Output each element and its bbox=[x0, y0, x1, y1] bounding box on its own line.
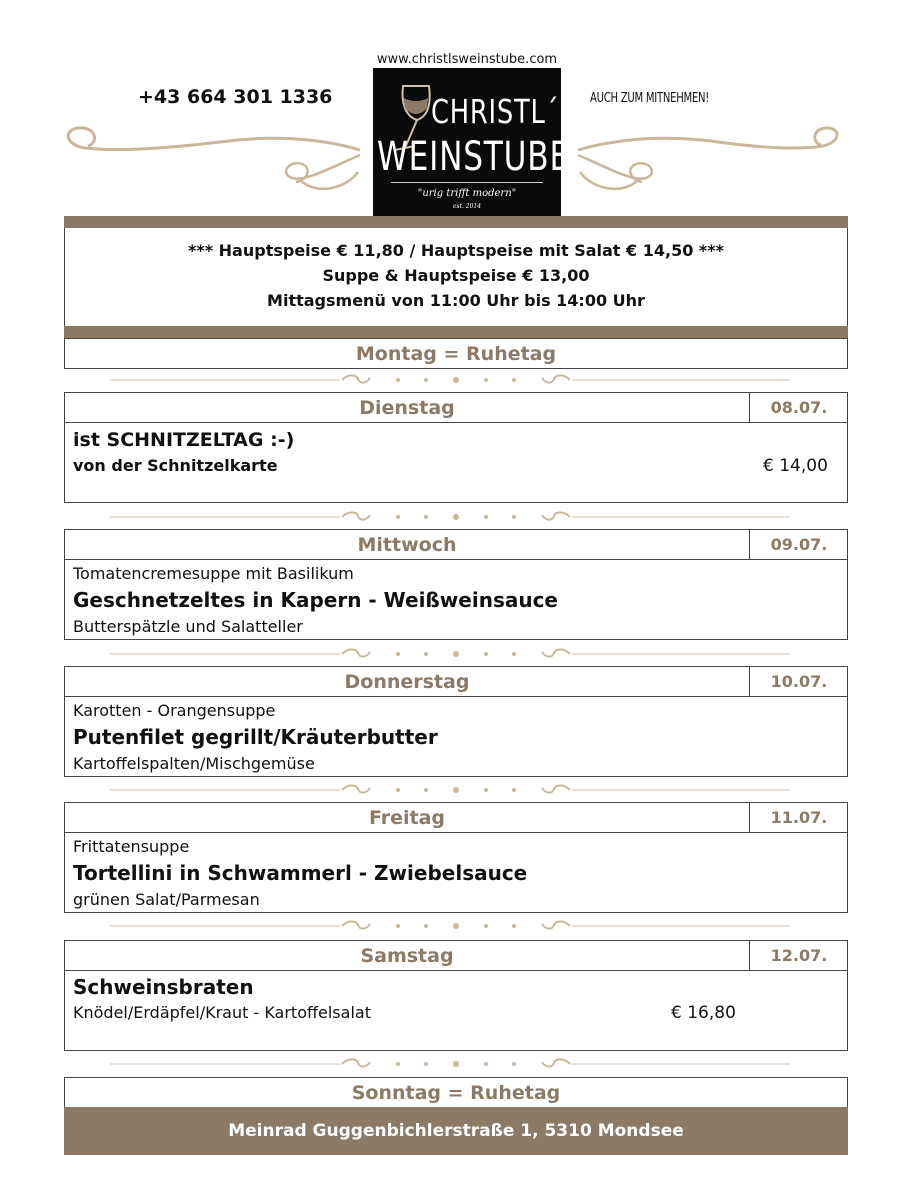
day-name: Mittwoch bbox=[357, 534, 457, 556]
day-card-saturday bbox=[64, 940, 848, 1051]
logo-est: est. 2014 bbox=[452, 203, 482, 210]
day-header bbox=[65, 803, 847, 833]
divider-ornament-icon bbox=[90, 509, 810, 525]
info-line3: Mittagsmenü von 11:00 Uhr bis 14:00 Uhr bbox=[267, 291, 645, 310]
info-line1: *** Hauptspeise € 11,80 / Hauptspeise mit Salat € 14,50 *** bbox=[187, 241, 725, 260]
side-dish: von der Schnitzelkarte bbox=[73, 456, 278, 475]
monday-row bbox=[64, 338, 848, 369]
day-card-friday bbox=[64, 802, 848, 913]
address-footer bbox=[64, 1107, 848, 1155]
info-bottom-bar bbox=[64, 326, 848, 338]
main-dish: Schweinsbraten bbox=[73, 975, 254, 999]
day-date: 08.07. bbox=[749, 393, 848, 423]
day-name: Donnerstag bbox=[344, 671, 470, 693]
main-dish: Geschnetzeltes in Kapern - Weißweinsauce bbox=[73, 588, 558, 612]
sunday-label: Sonntag = Ruhetag bbox=[351, 1082, 561, 1104]
phone-number[interactable]: +43 664 301 1336 bbox=[138, 86, 333, 108]
divider-ornament-icon bbox=[90, 372, 810, 388]
sunday-row bbox=[64, 1077, 848, 1108]
day-name: Dienstag bbox=[359, 397, 455, 419]
day-date: 12.07. bbox=[749, 941, 848, 971]
info-line2: Suppe & Hauptspeise € 13,00 bbox=[322, 266, 590, 285]
right-ornament-icon bbox=[573, 120, 843, 200]
logo-name-line2: WEINSTUBE bbox=[377, 134, 570, 180]
logo-name-line1: CHRISTL´S bbox=[431, 92, 577, 131]
logo-tagline: "urig trifft modern" bbox=[417, 188, 517, 199]
logo-divider bbox=[391, 182, 543, 183]
divider-ornament-icon bbox=[90, 1056, 810, 1072]
soup: Tomatencremesuppe mit Basilikum bbox=[73, 564, 354, 583]
side-dish: Butterspätzle und Salatteller bbox=[73, 617, 303, 636]
info-box bbox=[64, 228, 848, 326]
address: Meinrad Guggenbichlerstraße 1, 5310 Mondsee bbox=[228, 1121, 684, 1141]
divider-ornament-icon bbox=[90, 918, 810, 934]
day-name: Freitag bbox=[368, 807, 446, 829]
side-dish: grünen Salat/Parmesan bbox=[73, 890, 260, 909]
price: € 14,00 bbox=[763, 456, 828, 476]
day-name: Samstag bbox=[360, 945, 454, 967]
day-header bbox=[65, 941, 847, 971]
day-card-wednesday bbox=[64, 529, 848, 640]
website-url[interactable]: www.christlsweinstube.com bbox=[376, 52, 558, 67]
price: € 16,80 bbox=[671, 1003, 736, 1023]
info-top-bar bbox=[64, 216, 848, 228]
divider-ornament-icon bbox=[90, 782, 810, 798]
day-date: 09.07. bbox=[749, 530, 848, 560]
day-date: 10.07. bbox=[749, 667, 848, 697]
left-ornament-icon bbox=[60, 120, 365, 200]
main-dish: Putenfilet gegrillt/Kräuterbutter bbox=[73, 725, 438, 749]
takeaway-note: AUCH ZUM MITNEHMEN! bbox=[590, 91, 710, 106]
main-dish: Tortellini in Schwammerl - Zwiebelsauce bbox=[73, 861, 528, 885]
restaurant-logo bbox=[373, 68, 577, 217]
soup: Karotten - Orangensuppe bbox=[73, 701, 276, 720]
day-header bbox=[65, 530, 847, 560]
side-dish: Knödel/Erdäpfel/Kraut - Kartoffelsalat bbox=[73, 1003, 371, 1022]
monday-label: Montag = Ruhetag bbox=[355, 343, 557, 365]
day-card-thursday bbox=[64, 666, 848, 777]
side-dish: Kartoffelspalten/Mischgemüse bbox=[73, 754, 315, 773]
main-dish: ist SCHNITZELTAG :-) bbox=[73, 429, 295, 451]
day-date: 11.07. bbox=[749, 803, 848, 833]
day-header bbox=[65, 393, 847, 423]
day-header bbox=[65, 667, 847, 697]
day-card-tuesday bbox=[64, 392, 848, 503]
divider-ornament-icon bbox=[90, 646, 810, 662]
soup: Frittatensuppe bbox=[73, 837, 190, 856]
